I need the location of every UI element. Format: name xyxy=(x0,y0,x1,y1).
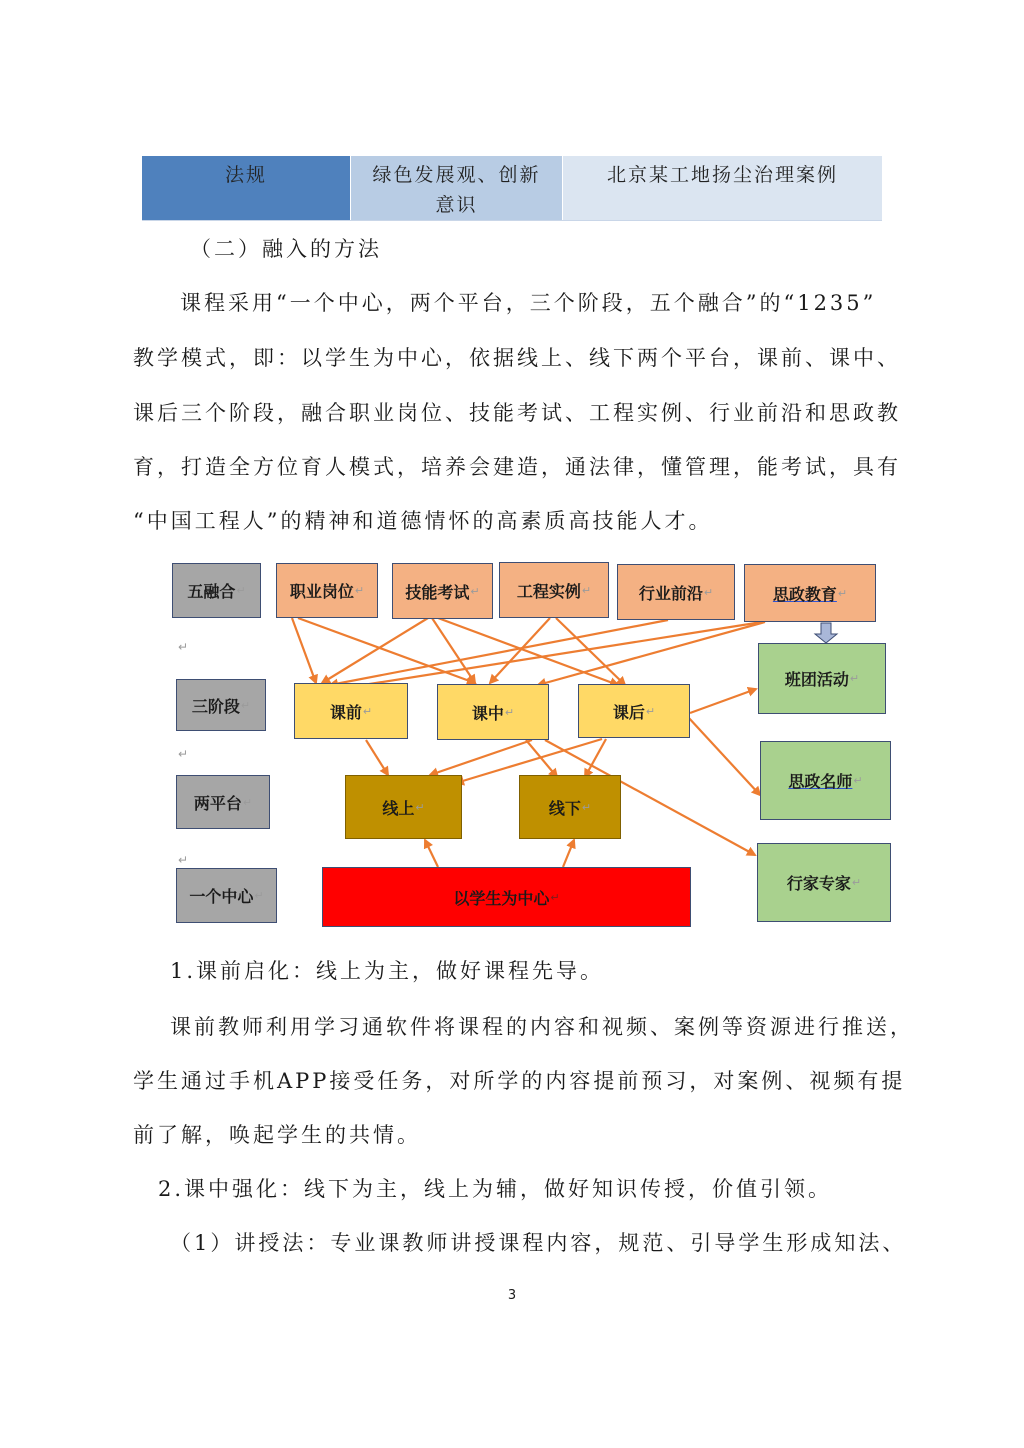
level-label-stages: 三阶段 ↵ xyxy=(176,679,266,731)
level-label-platforms: 两平台 ↵ xyxy=(176,775,270,829)
paragraph-mark: ↵ xyxy=(178,640,189,654)
stage-in-class: 课中 ↵ xyxy=(437,684,549,740)
platform-online: 线上 ↵ xyxy=(345,775,462,839)
arrow-skill-to-pre xyxy=(322,618,428,683)
point2-title: 2.课中强化：线下为主，线上为辅，做好知识传授，价值引领。 xyxy=(158,1177,833,1201)
block-arrow-ideology xyxy=(815,623,837,643)
ideology-famous-teachers: 思政名师 ↵ xyxy=(760,741,891,820)
table-cell-values: 绿色发展观、创新意识 xyxy=(351,156,563,220)
paragraph-line: 课前教师利用学习通软件将课程的内容和视频、案例等资源进行推送， xyxy=(170,1015,914,1039)
arrow-pre-to-online xyxy=(366,740,388,775)
arrow-mid-to-offline xyxy=(526,740,557,777)
arrow-ideology-to-mid xyxy=(538,622,765,685)
arrow-case-to-mid xyxy=(490,618,550,683)
student-center: 以学生为中心 ↵ xyxy=(322,867,691,927)
paragraph-mark: ↵ xyxy=(178,853,189,867)
fusion-skill-exam: 技能考试 ↵ xyxy=(392,563,493,619)
table-row xyxy=(142,156,882,221)
fusion-industry-frontier: 行业前沿 ↵ xyxy=(617,564,735,620)
paragraph-line: 教学模式，即：以学生为中心，依据线上、线下两个平台，课前、课中、 xyxy=(133,346,901,370)
arrow-mid-to-online xyxy=(430,740,532,775)
arrow-post-to-teacher xyxy=(688,717,760,795)
paragraph-line: 学生通过手机APP接受任务，对所学的内容提前预习，对案例、视频有提 xyxy=(133,1069,906,1093)
arrow-job-to-pre xyxy=(292,618,316,683)
table-cell-case: 北京某工地扬尘治理案例 xyxy=(563,156,882,220)
stage-post-class: 课后 ↵ xyxy=(578,684,690,738)
fusion-engineering-case: 工程实例 ↵ xyxy=(499,562,609,618)
section-heading: （二）融入的方法 xyxy=(190,237,382,261)
level-label-center: 一个中心 ↵ xyxy=(176,868,277,923)
fusion-ideology-education: 思政教育 ↵ xyxy=(744,564,876,622)
table-cell-category: 法规 xyxy=(142,156,351,220)
level-label-fusions: 五融合 ↵ xyxy=(172,563,261,618)
page-number: 3 xyxy=(507,1288,517,1303)
paragraph-line: 前了解，唤起学生的共情。 xyxy=(133,1123,421,1147)
arrow-center-to-offline xyxy=(563,840,574,867)
teaching-model-diagram xyxy=(170,555,900,935)
paragraph-line: “中国工程人”的精神和道德情怀的高素质高技能人才。 xyxy=(133,509,713,533)
paragraph-line: 课程采用“一个中心，两个平台，三个阶段，五个融合”的“1235” xyxy=(180,291,877,315)
paragraph-line: 育，打造全方位育人模式，培养会建造，通法律，懂管理，能考试，具有 xyxy=(133,455,901,479)
paragraph-line: 课后三个阶段，融合职业岗位、技能考试、工程实例、行业前沿和思政教 xyxy=(133,401,901,425)
point1-title: 1.课前启化：线上为主，做好课程先导。 xyxy=(170,959,605,983)
paragraph-line: （1）讲授法：专业课教师讲授课程内容，规范、引导学生形成知法、 xyxy=(170,1231,907,1255)
ideology-industry-experts: 行家专家 ↵ xyxy=(757,843,891,922)
arrow-post-to-class xyxy=(690,689,756,713)
fusion-job-position: 职业岗位 ↵ xyxy=(276,563,378,618)
arrow-center-to-online xyxy=(425,840,438,867)
stage-pre-class: 课前 ↵ xyxy=(294,683,408,739)
platform-offline: 线下 ↵ xyxy=(519,775,621,839)
arrow-frontier-to-pre xyxy=(330,620,668,685)
paragraph-mark: ↵ xyxy=(178,747,189,761)
ideology-class-activities: 班团活动 ↵ xyxy=(758,643,886,714)
